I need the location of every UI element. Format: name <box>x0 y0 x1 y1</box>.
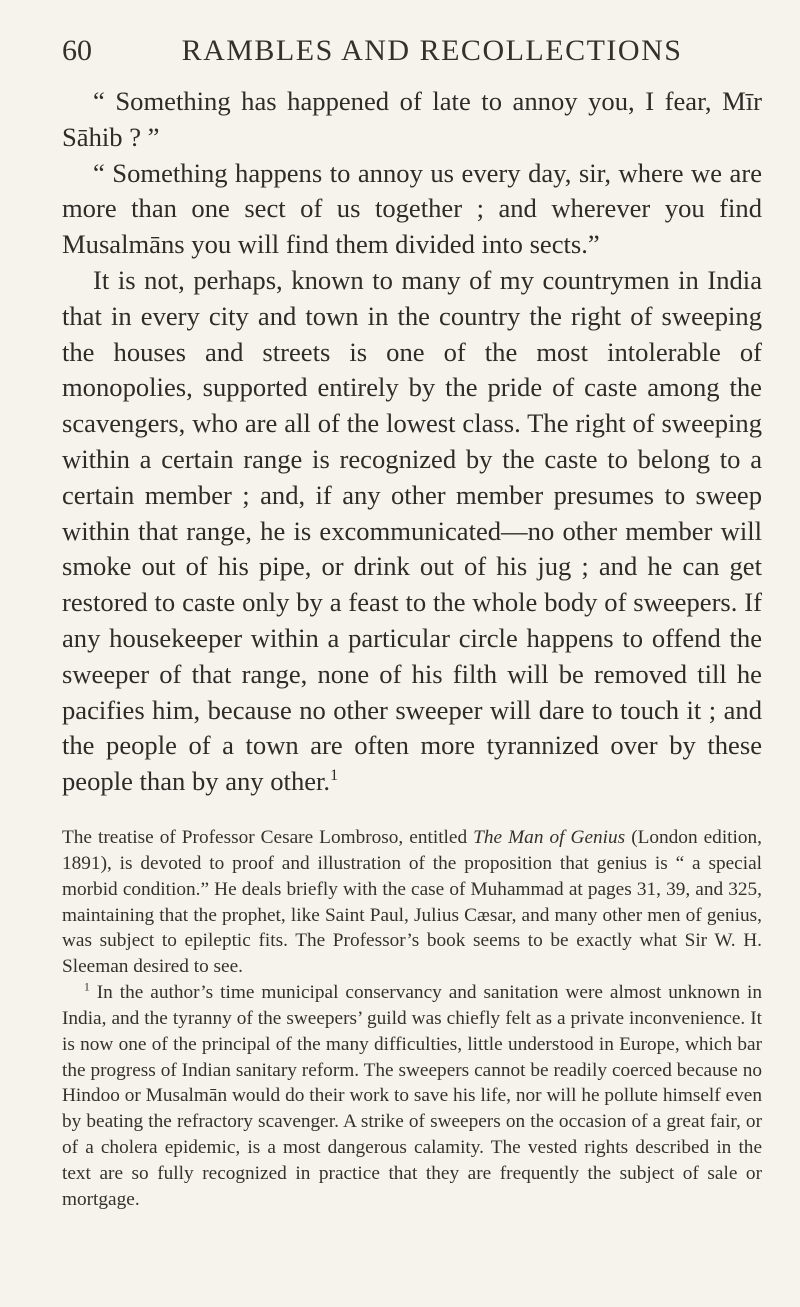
page-number: 60 <box>62 34 92 67</box>
footnote-1 <box>62 980 762 1213</box>
body-paragraph-3 <box>62 263 762 800</box>
running-head: RAMBLES AND RECOLLECTIONS <box>181 34 683 67</box>
footnote-continued-text-end: (London edition, 1891), is devoted to proof and illustration of the proposition that genius is “ a special morbid condition.” He deals briefly with the case of Muhammad at pages 31, 39, and 325, maintaining that the prophet, like Saint Paul, Julius Cæsar, and many other men of genius, was subject to epileptic fits. The Professor’s book seems to be exactly what Sir W. H. Sleeman desired to see. <box>62 827 762 978</box>
footnote-continued-text-start: The treatise of Professor Cesare Lombroso, entitled <box>62 827 474 848</box>
footnote-continued <box>62 825 762 980</box>
body-text <box>62 84 762 800</box>
footnote-reference: 1 <box>330 767 339 785</box>
body-paragraph-2: “ Something happens to annoy us every day, sir, where we are more than one sect of us together ; and wherever you find Musalmāns you will find them divided into sects.” <box>62 157 762 260</box>
body-paragraph-1: “ Something has happened of late to annoy you, I fear, Mīr Sāhib ? ” <box>62 86 762 152</box>
footnote-book-title: The Man of Genius <box>473 827 626 848</box>
footnotes <box>62 825 762 1213</box>
body-paragraph-3-text: It is not, perhaps, known to many of my countrymen in India that in every city and town in the country the right of sweeping the houses and streets is one of the most intolerable of monopolies, supported entirely by the pride of caste among the scavengers, who are all of the lowest class. The right of sweeping within a certain range is recognized by the caste to belong to a certain member ; and, if any other member presumes to sweep within that range, he is excommunicated—no other member will smoke out of his pipe, or drink out of his jug ; and he can get restored to caste only by a feast to the whole body of sweepers. If any housekeeper within a particular circle happens to offend the sweeper of that range, none of his filth will be removed till he pacifies him, because no other sweeper will dare to touch it ; and the people of a town are often more tyrannized over by these people than by any other. <box>62 264 762 797</box>
page-header <box>62 34 762 74</box>
footnote-1-text: In the author’s time municipal conservancy and sanitation were almost unknown in India, and the tyranny of the sweepers’ guild was chiefly felt as a private inconvenience. It is now one of the principal of the many difficulties, little understood in Europe, which bar the progress of Indian sanitary reform. The sweepers cannot be readily coerced because no Hindoo or Musalmān would do their work to save his life, nor will he pollute himself even by beating the refractory scavenger. A strike of sweepers on the occasion of a great fair, or of a cholera epidemic, is a most dangerous calamity. The vested rights described in the text are so fully recognized in practice that they are frequently the subject of sale or mortgage. <box>62 982 762 1210</box>
footnote-marker: 1 <box>84 980 90 994</box>
